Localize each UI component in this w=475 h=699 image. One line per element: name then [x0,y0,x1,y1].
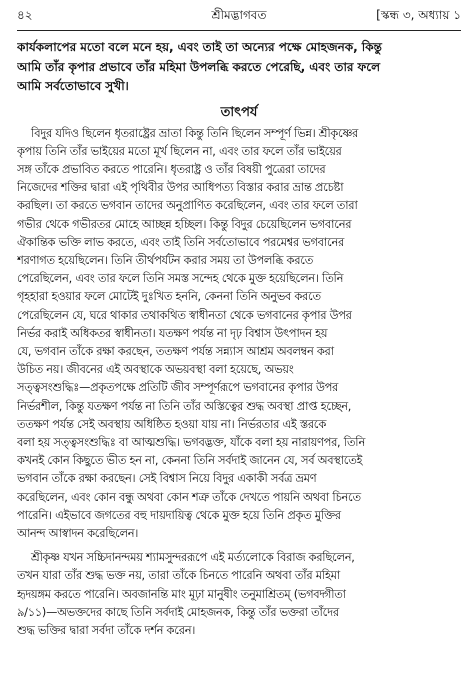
purport-line: তখন যারা তাঁর শুদ্ধ ভক্ত নয়, তারা তাঁকে চিনতে পারেনি অথবা তাঁর মহিমা [17,569,340,583]
purport-line: পেরেছিলেন যে, ঘরে থাকার তথাকথিত স্বাধীনতা থেকে ভগবানের কৃপার উপর [17,308,352,322]
purport-line: নির্ভর করাই অধিকতর স্বাধীনতা। যতক্ষণ পর্যন্ত না দৃঢ় বিশ্বাস উৎপাদন হয় [17,326,328,340]
purport-line: সত্ত্বসংশুদ্ধিঃ—প্রকৃতপক্ষে প্রতিটি জীব সম্পূর্ণরূপে ভগবানের কৃপার উপর [17,381,339,395]
purport-line: উচিত নয়। জীবনের এই অবস্থাকে অভয়বস্থা বলা হয়েছে, অভয়ং [17,363,294,377]
purport-body [17,125,461,641]
purport-line: বলা হয় সত্ত্বসংশুদ্ধিঃ বা আত্মশুদ্ধি। ভগবদ্ভক্ত, যাঁকে বলা হয় নারায়ণপর, তিনি [17,435,366,449]
purport-line: সঙ্গ তাঁকে প্রভাবিত করতে পারেনি। ধৃতরাষ্ট্র ও তাঁর বিষয়ী পুত্রেরা তাদের [17,162,326,176]
purport-heading: তাৎপর্য [220,104,258,120]
purport-line: গভীর থেকে গভীরতর মোহে আচ্ছন্ন হচ্ছিল। কিন্তু বিদুর চেয়েছিলেন ভগবানের [17,217,352,231]
purport-line: যে, ভগবান তাঁকে রক্ষা করছেন, ততক্ষণ পর্যন্ত সন্ন্যাস আশ্রম অবলম্বন করা [17,344,334,358]
book-title: শ্রীমদ্ভাগবত [211,8,267,22]
purport-line: শ্রীকৃষ্ণ যখন সচ্চিদানন্দময় শ্যামসুন্দররূপে এই মর্ত্যলোকে বিরাজ করছিলেন, [31,551,355,565]
purport-line: পেরেছিলেন, এবং তার ফলে তিনি সমস্ত সন্দেহ থেকে মুক্ত হয়েছিলেন। তিনি [17,272,344,286]
translation-line: কার্যকলাপের মতো বলে মনে হয়, এবং তাই তা অন্যের পক্ষে মোহজনক, কিন্তু [17,40,382,54]
translation-line: আমি তাঁর কৃপার প্রভাবে তাঁর মহিমা উপলব্ধি করতে পেরেছি, এবং তার ফলে [17,59,381,74]
purport-line: ভগবান তাঁকে রক্ষা করছেন। সেই বিশ্বাস নিয়ে বিদুর একাকী সর্বত্র ভ্রমণ [17,472,317,486]
purport-line: ঐকান্তিক ভক্তি লাভ করতে, এবং তাই তিনি সর্বতোভাবে পরমেশ্বর ভগবানের [17,235,345,249]
purport-line: হৃদয়ঙ্গম করতে পারেনি। অবজানন্তি মাং মূঢ়া মানুষীং তনুমাশ্রিতম্ (ভগবদ্গীতা [17,587,346,601]
purport-line: ততক্ষণ পর্যন্ত সেই অবস্থায় অধিষ্ঠিত হওয়া যায় না। নির্ভরতার এই স্তরকে [17,417,327,431]
section-reference: [স্কন্ধ ৩, অধ্যায় ১ [376,8,461,22]
purport-line: ৯/১১)—অভক্তদের কাছে তিনি সর্বদাই মোহজনক, কিন্তু তাঁর ভক্তরা তাঁদের [17,605,339,619]
purport-line: নির্ভরশীল, কিন্তু যতক্ষণ পর্যন্ত না তিনি তাঁর অস্তিত্বের শুদ্ধ অবস্থা প্রাপ্ত হচ্ছেন, [17,399,352,413]
purport-line: শরণাগত হয়েছিলেন। তিনি তীর্থপর্যটন করার সময় তা উপলব্ধি করতে [17,253,313,267]
translation-line: আমি সর্বতোভাবে সুখী। [17,79,129,93]
purport-line: আনন্দ আস্বাদন করেছিলেন। [17,526,139,540]
page-number: ৪২ [17,8,33,22]
purport-line: বিদুর যদিও ছিলেন ধৃতরাষ্ট্রের ভ্রাতা কিন্তু তিনি ছিলেন সম্পূর্ণ ভিন্ন। শ্রীকৃষ্ণের [31,126,359,140]
purport-paragraph-1 [17,125,461,544]
purport-line: নিজেদের শক্তির দ্বারা এই পৃথিবীর উপর আধিপত্য বিস্তার করার ভ্রান্ত প্রচেষ্টা [17,181,344,195]
purport-line: করেছিলেন, এবং কোন বন্ধু অথবা কোন শত্রু তাঁকে দেখতে পায়নি অথবা চিনতে [17,490,361,504]
translation-text [17,38,461,97]
purport-paragraph-2 [17,549,461,640]
purport-line: গৃহহারা হওয়ার ফলে মোটেই দুঃখিত হননি, কেননা তিনি অনুভব করতে [17,290,321,304]
purport-line: কখনই কোন কিছুতে ভীত হন না, কেননা তিনি সর্বদাই জানেন যে, সর্ব অবস্থাতেই [17,454,363,468]
purport-line: কৃপায় তিনি তাঁর ভাইয়ের মতো মূর্খ ছিলেন না, এবং তার ফলে তাঁর ভাইয়ের [17,144,342,158]
purport-line: শুদ্ধ ভক্তির দ্বারা সর্বদা তাঁকে দর্শন করেন। [17,623,196,637]
page-header [17,0,461,31]
purport-line: পারেনি। এইভাবে জগতের বহু দায়দায়িত্ব থেকে মুক্ত হয়ে তিনি প্রকৃত মুক্তির [17,508,341,522]
purport-line: করছিল। তা করতে ভগবান তাদের অনুপ্রাণিত করেছিলেন, এবং তার ফলে তারা [17,199,358,213]
